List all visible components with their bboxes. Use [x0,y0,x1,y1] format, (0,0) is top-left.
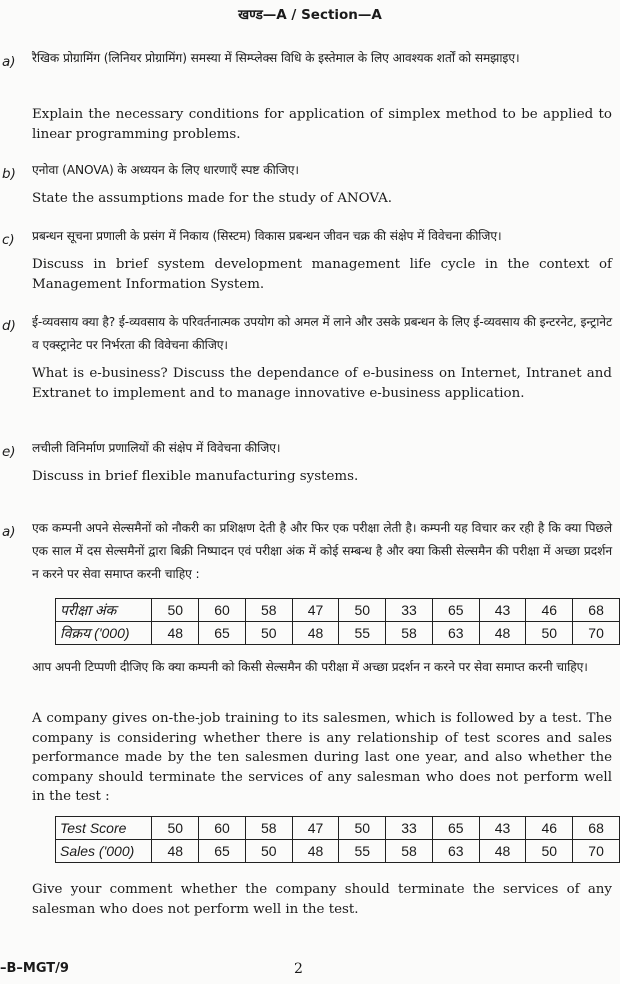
table-cell: 70 [573,622,620,645]
question-label: e) [2,444,16,460]
table-cell: 70 [573,840,620,863]
question-label: a) [2,524,16,540]
table-cell: 33 [386,599,433,622]
table-cell: 58 [245,599,292,622]
row-header: Test Score [56,817,152,840]
table-cell: 55 [339,622,386,645]
question-hindi-intro: एक कम्पनी अपने सेल्समैनों को नौकरी का प्रशिक्षण देती है और फिर एक परीक्षा लेती है। कम्पनी यह विचार कर रही है कि क्या पिछले एक साल में दस सेल्समैनों द्वारा बिक्री निष्पादन एवं परीक्षा अंक में कोई सम्बन्ध है और क्या किसी सेल्समैन की परीक्षा में अच्छा प्रदर्शन न करने पर सेवा समाप्त करनी चाहिए : [32,521,612,581]
table-cell: 50 [526,622,573,645]
table-cell: 65 [432,817,479,840]
page-number: 2 [294,961,303,977]
table-cell: 47 [292,817,339,840]
question-english-text: Discuss in brief flexible manufacturing systems. [32,469,359,484]
table-cell: 47 [292,599,339,622]
table-cell: 43 [479,817,526,840]
table-cell: 65 [199,840,246,863]
table-cell: 48 [152,622,199,645]
question-hindi-text: ई-व्यवसाय क्या है? ई-व्यवसाय के परिवर्तनात्मक उपयोग को अमल में लाने और उसके प्रबन्धन के लिए ई-व्यवसाय की इन्टरनेट, इन्ट्रानेट व एक्स्ट्रानेट पर निर्भरता की विवेचना कीजिए। [32,315,612,352]
table-cell: 63 [432,622,479,645]
table-cell: 48 [152,840,199,863]
question-hindi-text: रैखिक प्रोग्रामिंग (लिनियर प्रोग्रामिंग) समस्या में सिम्प्लेक्स विधि के इस्तेमाल के लिए आवश्यक शर्तों को समझाइए। [32,51,520,65]
table-cell: 58 [386,622,433,645]
table-cell: 48 [479,840,526,863]
question-english-text: State the assumptions made for the study of ANOVA. [32,191,393,206]
table-cell: 46 [526,817,573,840]
paper-code: –B–MGT/9 [0,961,69,976]
table-cell: 48 [479,622,526,645]
table-cell: 68 [573,599,620,622]
table-row [56,622,620,645]
table-cell: 50 [526,840,573,863]
question-label: b) [2,166,16,182]
table-cell: 50 [245,840,292,863]
question-label: d) [2,318,16,334]
question-hindi-text: आप अपनी टिप्पणी दीजिए कि क्या कम्पनी को किसी सेल्समैन की परीक्षा में अच्छा प्रदर्शन न करने पर सेवा समाप्त करनी चाहिए। [32,660,588,674]
question-english-text: Explain the necessary conditions for application of simplex method to be applied to linear programming problems. [32,107,612,142]
question-hindi-text: लचीली विनिर्माण प्रणालियों की संक्षेप में विवेचना कीजिए। [32,441,281,455]
table-cell: 50 [339,817,386,840]
table-cell: 60 [199,817,246,840]
question-label: a) [2,54,16,70]
question-label: c) [2,232,15,248]
table-cell: 48 [292,622,339,645]
row-header: Sales ('000) [56,840,152,863]
row-header: विक्रय ('000) [56,622,152,645]
table-cell: 65 [199,622,246,645]
table-row [56,840,620,863]
english-score-table [55,816,620,863]
table-cell: 58 [245,817,292,840]
table-cell: 50 [339,599,386,622]
table-cell: 43 [479,599,526,622]
table-cell: 58 [386,840,433,863]
question-hindi-text: प्रबन्धन सूचना प्रणाली के प्रसंग में निकाय (सिस्टम) विकास प्रबन्धन जीवन चक्र की संक्षेप में विवेचना कीजिए। [32,229,502,243]
table-row [56,599,620,622]
question-english-text: What is e-business? Discuss the dependance of e-business on Internet, Intranet and Extranet to implement and to manage innovative e-business application. [32,366,612,401]
hindi-score-table [55,598,620,645]
table-cell: 60 [199,599,246,622]
table-row [56,817,620,840]
table-cell: 50 [245,622,292,645]
section-heading: खण्ड—A / Section—A [238,7,382,23]
table-cell: 46 [526,599,573,622]
table-cell: 33 [386,817,433,840]
question-english-intro: A company gives on-the-job training to its salesmen, which is followed by a test. The company is considering whether there is any relationship of test scores and sales performance made by the ten salesmen during last one year, and also whether the company should terminate the services of any salesman who does not perform well in the test : [32,711,612,804]
question-hindi-text: एनोवा (ANOVA) के अध्ययन के लिए धारणाएँ स्पष्ट कीजिए। [32,163,299,177]
question-english-text: Discuss in brief system development management life cycle in the context of Management Information System. [32,257,612,292]
row-header: परीक्षा अंक [56,599,152,622]
table-cell: 50 [152,599,199,622]
table-cell: 68 [573,817,620,840]
table-cell: 63 [432,840,479,863]
table-cell: 50 [152,817,199,840]
table-cell: 65 [432,599,479,622]
table-cell: 55 [339,840,386,863]
question-english-text: Give your comment whether the company should terminate the services of any salesman who does not perform well in the test. [32,882,612,917]
table-cell: 48 [292,840,339,863]
